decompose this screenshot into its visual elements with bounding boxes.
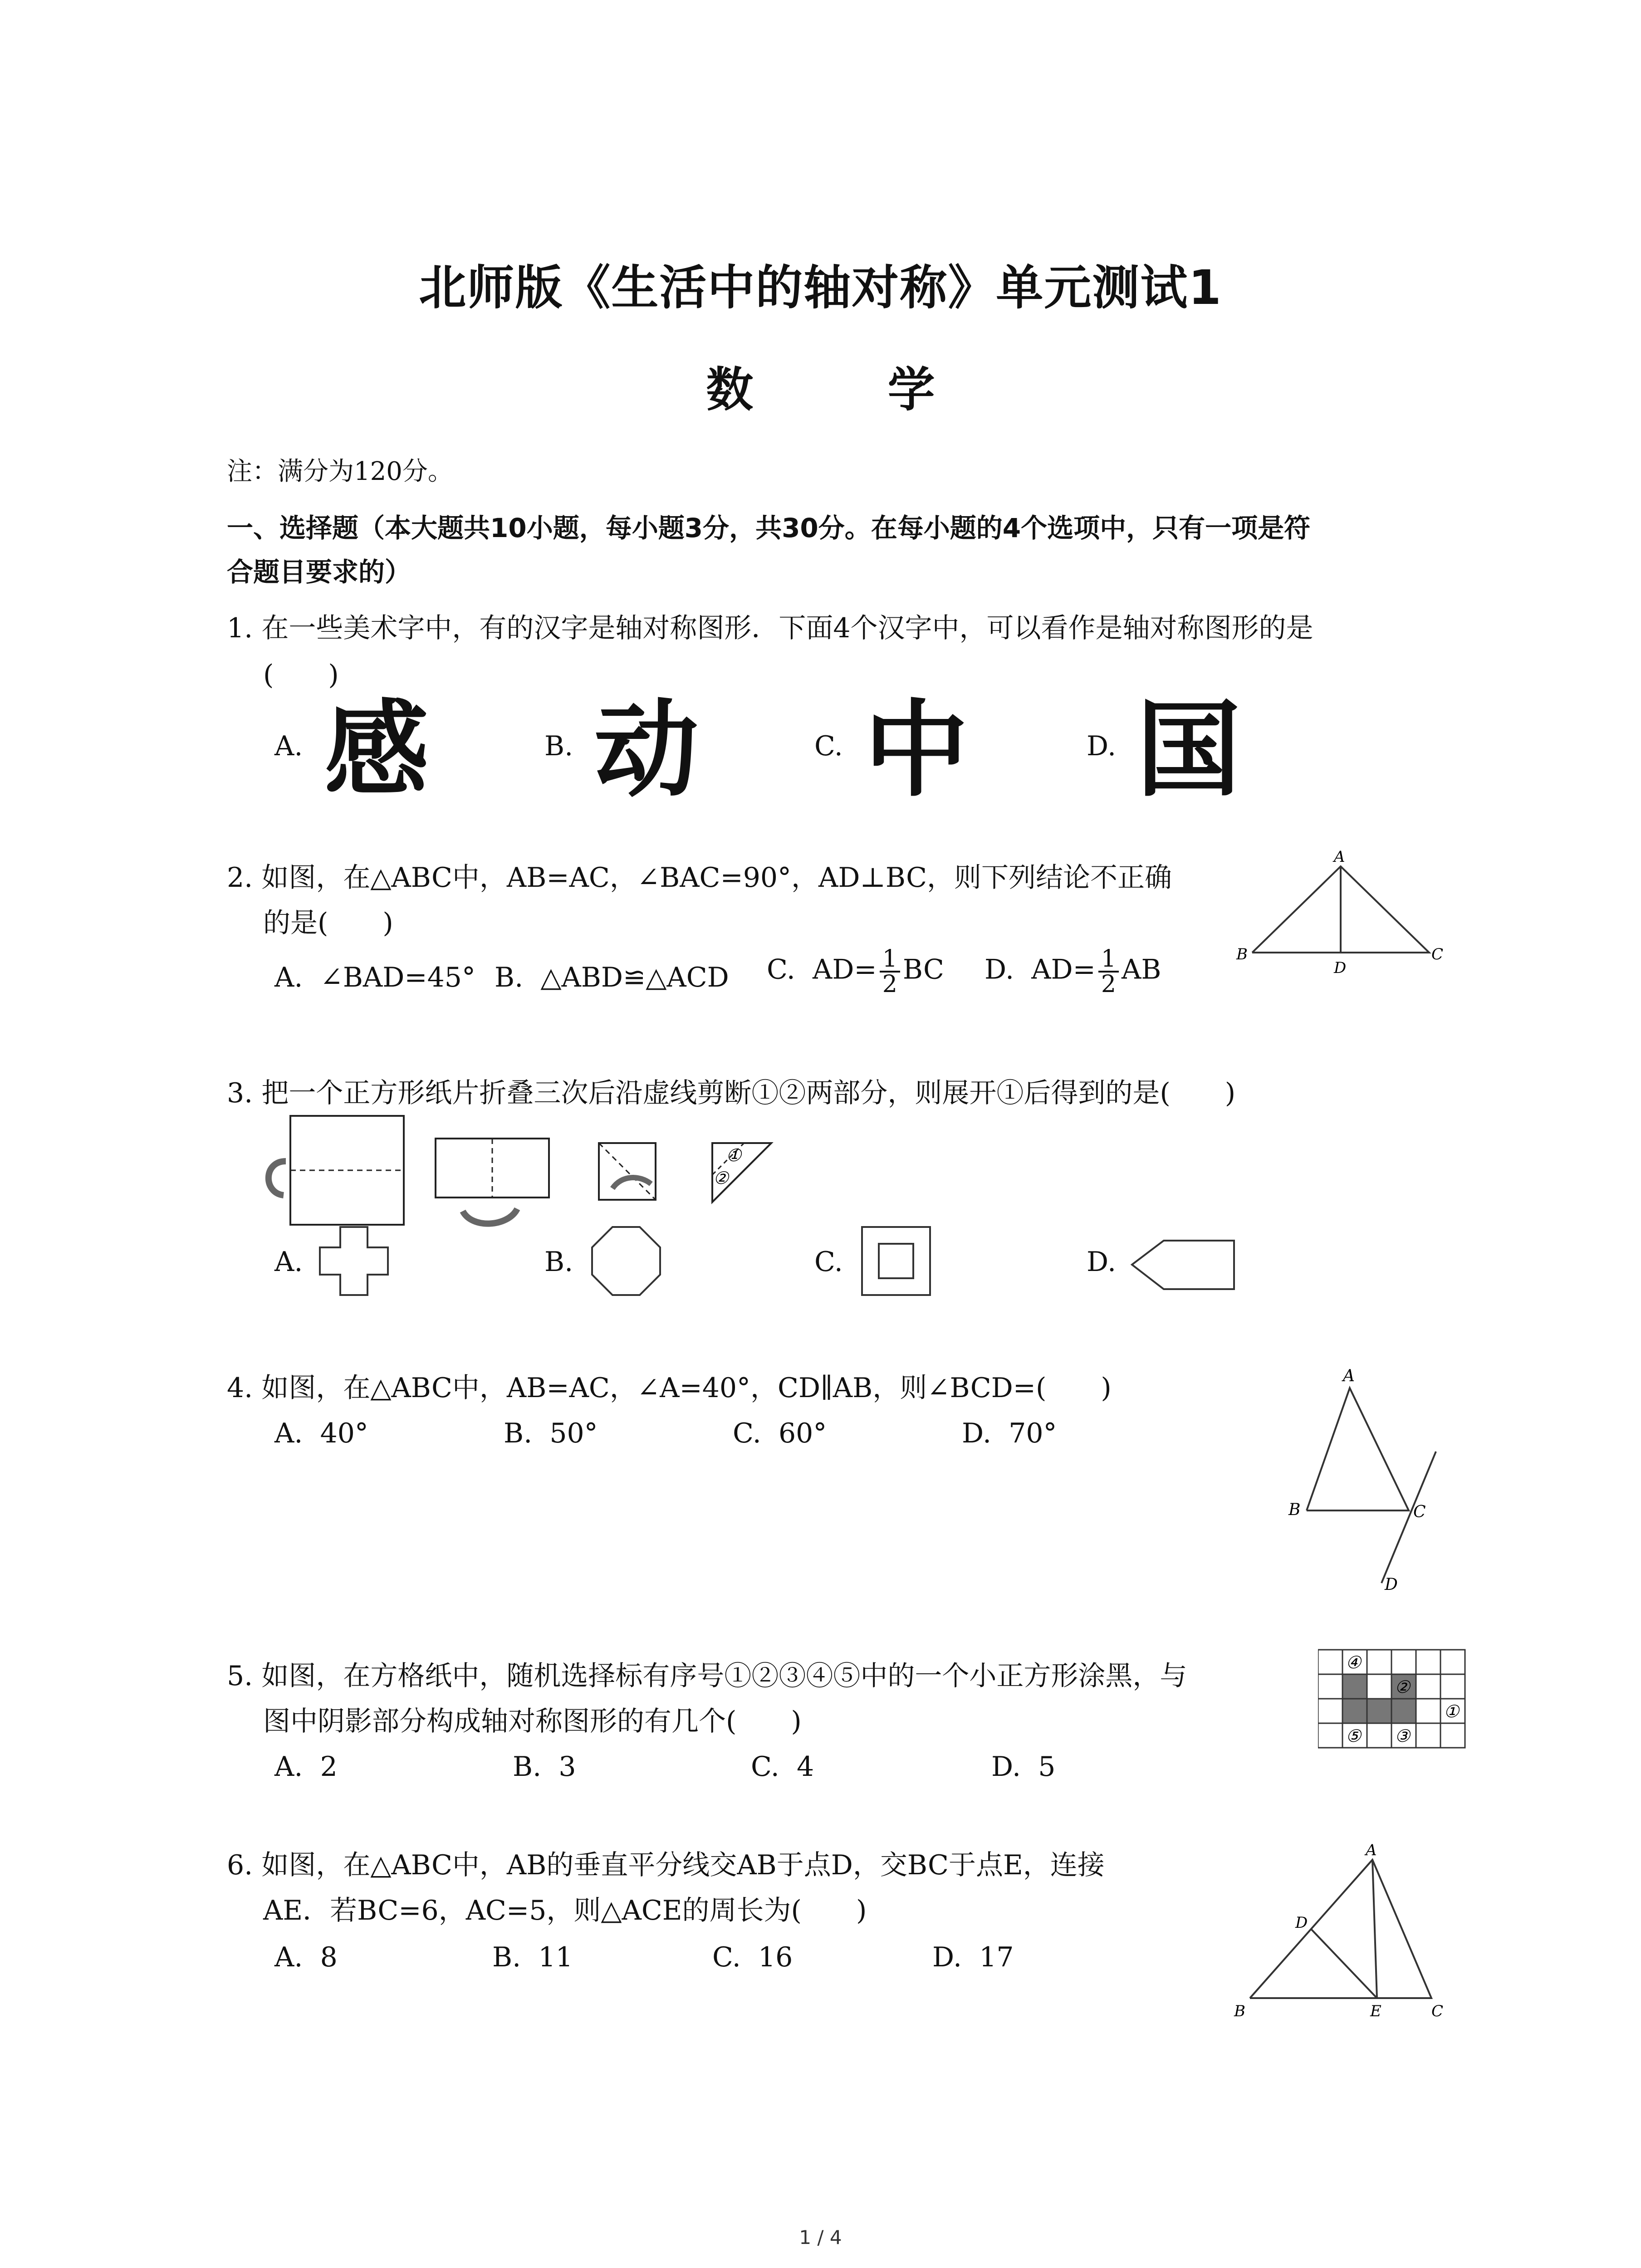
question-4-text: 4. 如图，在△ABC中，AB=AC，∠A=40°，CD∥AB，则∠BCD=( ) bbox=[227, 1372, 1112, 1404]
page-number: 1 / 4 bbox=[799, 2226, 842, 2248]
q5-option-c-text: 4 bbox=[797, 1751, 814, 1783]
q6-option-d-label: D. bbox=[932, 1941, 962, 1973]
q6-option-b-label: B. bbox=[492, 1941, 521, 1973]
q3-option-c-label: C. bbox=[814, 1246, 843, 1278]
q4-label-b: B bbox=[1288, 1501, 1301, 1519]
q3-option-b-octagon-shape bbox=[590, 1225, 662, 1297]
q4-option-d-label: D. bbox=[962, 1418, 992, 1449]
q5-option-a bbox=[274, 1751, 338, 1783]
q2-option-c bbox=[767, 947, 944, 996]
q6-label-c: C bbox=[1431, 2002, 1444, 2020]
q4-option-c bbox=[733, 1420, 827, 1447]
q4-option-d-text: 70° bbox=[1009, 1418, 1057, 1449]
q1-option-a-char: 感 bbox=[324, 690, 429, 811]
q6-option-c-text: 16 bbox=[758, 1941, 793, 1973]
question-3-text: 3. 把一个正方形纸片折叠三次后沿虚线剪断①②两部分，则展开①后得到的是( ) bbox=[227, 1077, 1236, 1109]
q5-mark-5: ⑤ bbox=[1346, 1726, 1362, 1746]
q3-mark-2: ② bbox=[713, 1168, 729, 1188]
q4-option-c-label: C. bbox=[733, 1418, 761, 1449]
q4-option-a-text: 40° bbox=[320, 1418, 368, 1449]
q4-label-c: C bbox=[1413, 1503, 1426, 1521]
q2-option-c-tail: BC bbox=[902, 953, 944, 986]
q5-option-a-label: A. bbox=[274, 1751, 303, 1783]
q2-option-d-label: D. bbox=[985, 953, 1014, 986]
q6-option-c-label: C. bbox=[712, 1941, 741, 1973]
q5-grid-figure bbox=[1318, 1649, 1490, 1753]
q4-option-c-text: 60° bbox=[779, 1418, 827, 1449]
q2-option-d bbox=[985, 947, 1161, 996]
q6-label-a: A bbox=[1366, 1841, 1377, 1859]
q1-option-d-char: 国 bbox=[1136, 690, 1241, 811]
question-2-text-2: 的是( ) bbox=[263, 907, 393, 939]
q2-option-b-text: △ABD≌△ACD bbox=[540, 962, 729, 993]
q1-option-d-label: D. bbox=[1087, 730, 1117, 762]
question-6-text: 6. 如图，在△ABC中，AB的垂直平分线交AB于点D，交BC于点E，连接 bbox=[227, 1849, 1105, 1881]
question-2-text: 2. 如图，在△ABC中，AB=AC，∠BAC=90°，AD⊥BC，则下列结论不正确 bbox=[227, 862, 1172, 894]
q1-option-c-char: 中 bbox=[864, 690, 969, 811]
q5-option-c bbox=[751, 1751, 814, 1783]
q6-triangle-figure bbox=[1225, 1839, 1461, 2030]
q2-option-d-text: AD= bbox=[1031, 953, 1096, 986]
q4-option-a bbox=[274, 1420, 368, 1447]
q2-option-c-label: C. bbox=[767, 953, 795, 986]
q4-option-b-label: B. bbox=[504, 1418, 533, 1449]
q1-option-a-label: A. bbox=[274, 730, 303, 762]
q5-option-b-label: B. bbox=[513, 1751, 542, 1783]
question-1-blank: ( ) bbox=[263, 659, 339, 691]
question-1-text: 1. 在一些美术字中，有的汉字是轴对称图形．下面4个汉字中，可以看作是轴对称图形的是 bbox=[227, 612, 1313, 644]
q3-option-a-cross-shape bbox=[318, 1225, 390, 1297]
q2-option-d-fraction bbox=[1098, 947, 1119, 996]
q1-option-c-label: C. bbox=[814, 730, 843, 762]
q2-triangle-figure bbox=[1225, 844, 1461, 989]
q2-option-a bbox=[274, 964, 475, 991]
q4-triangle-figure bbox=[1266, 1356, 1456, 1601]
q2-option-a-label: A. bbox=[274, 962, 303, 993]
q1-option-b-label: B. bbox=[544, 730, 573, 762]
q5-option-d-text: 5 bbox=[1038, 1751, 1056, 1783]
q3-option-b-label: B. bbox=[544, 1246, 573, 1278]
q5-option-a-text: 2 bbox=[320, 1751, 338, 1783]
q6-label-d: D bbox=[1295, 1914, 1308, 1932]
q4-option-d bbox=[962, 1420, 1057, 1447]
q5-mark-2: ② bbox=[1395, 1677, 1411, 1697]
q2-option-d-numerator: 1 bbox=[1098, 947, 1119, 973]
q6-option-d bbox=[932, 1941, 1014, 1973]
q6-option-c bbox=[712, 1941, 793, 1973]
q2-option-c-numerator: 1 bbox=[880, 947, 900, 973]
q3-folding-steps-figure bbox=[254, 1111, 798, 1234]
q2-option-d-tail: AB bbox=[1122, 953, 1161, 986]
q2-label-b: B bbox=[1236, 945, 1248, 963]
q3-option-d-pentagon-shape bbox=[1130, 1238, 1239, 1293]
q5-option-c-label: C. bbox=[751, 1751, 779, 1783]
q5-mark-1: ① bbox=[1444, 1701, 1460, 1721]
document-title: 北师版《生活中的轴对称》单元测试1 bbox=[419, 260, 1222, 315]
q5-option-b bbox=[513, 1751, 576, 1783]
q4-option-b bbox=[504, 1420, 598, 1447]
q4-label-a: A bbox=[1343, 1367, 1355, 1385]
q3-option-c-square-frame-shape bbox=[860, 1225, 932, 1297]
q3-option-a-label: A. bbox=[274, 1246, 303, 1278]
q6-option-a-text: 8 bbox=[320, 1941, 338, 1973]
q2-label-c: C bbox=[1431, 945, 1444, 963]
section-heading-line2: 合题目要求的） bbox=[227, 557, 411, 587]
q2-option-c-denominator: 2 bbox=[882, 971, 897, 998]
subject-title: 数 学 bbox=[706, 362, 994, 417]
q2-label-d: D bbox=[1334, 959, 1347, 977]
q2-label-a: A bbox=[1334, 848, 1345, 866]
q5-option-d-label: D. bbox=[991, 1751, 1021, 1783]
q2-option-c-fraction bbox=[880, 947, 900, 996]
q1-option-b-char: 动 bbox=[594, 690, 699, 811]
q4-label-d: D bbox=[1385, 1575, 1398, 1594]
q3-option-d-label: D. bbox=[1087, 1246, 1117, 1278]
q5-mark-3: ③ bbox=[1395, 1726, 1411, 1746]
question-5-text-2: 图中阴影部分构成轴对称图形的有几个( ) bbox=[263, 1706, 802, 1737]
q4-option-b-text: 50° bbox=[549, 1418, 598, 1449]
q2-option-c-text: AD= bbox=[813, 953, 877, 986]
q6-option-b bbox=[492, 1941, 573, 1973]
q2-option-a-text: ∠BAD=45° bbox=[320, 962, 475, 993]
q6-option-a bbox=[274, 1941, 338, 1973]
score-note: 注：满分为120分。 bbox=[227, 457, 453, 486]
q2-option-b-label: B. bbox=[495, 962, 524, 993]
q6-option-d-text: 17 bbox=[979, 1941, 1014, 1973]
q2-option-d-denominator: 2 bbox=[1101, 971, 1117, 998]
question-5-text: 5. 如图，在方格纸中，随机选择标有序号①②③④⑤中的一个小正方形涂黑，与 bbox=[227, 1660, 1187, 1692]
q6-label-e: E bbox=[1370, 2002, 1381, 2020]
q5-option-d bbox=[991, 1751, 1056, 1783]
q4-option-a-label: A. bbox=[274, 1418, 303, 1449]
q2-option-b bbox=[495, 964, 729, 991]
question-6-text-2: AE．若BC=6，AC=5，则△ACE的周长为( ) bbox=[263, 1895, 867, 1926]
q6-label-b: B bbox=[1234, 2002, 1245, 2020]
section-heading-line1: 一、选择题（本大题共10小题，每小题3分，共30分。在每小题的4个选项中，只有一项是符 bbox=[227, 513, 1311, 543]
q6-option-b-text: 11 bbox=[538, 1941, 573, 1973]
q3-mark-1: ① bbox=[726, 1145, 742, 1165]
q5-mark-4: ④ bbox=[1346, 1652, 1362, 1672]
q6-option-a-label: A. bbox=[274, 1941, 303, 1973]
q5-option-b-text: 3 bbox=[558, 1751, 576, 1783]
